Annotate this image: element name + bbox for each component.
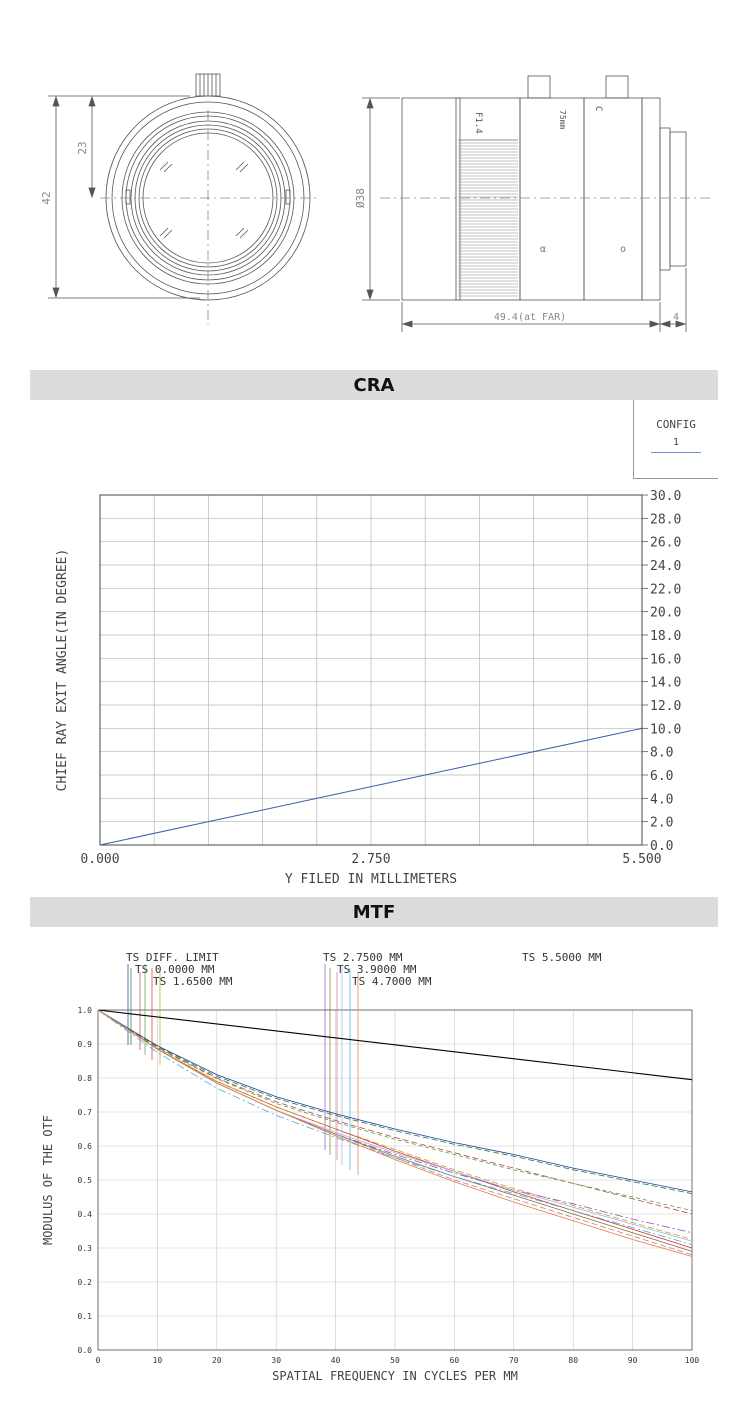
mtf-x-tick-label: 20 <box>211 1356 222 1365</box>
cra-y-tick-label: 28.0 <box>650 512 682 528</box>
ring-mount: C <box>593 106 603 112</box>
cra-y-tick-label: 20.0 <box>650 605 682 621</box>
config-legend-line <box>651 452 701 453</box>
mtf-x-tick-label: 80 <box>568 1356 579 1365</box>
cra-y-tick-label: 26.0 <box>650 535 682 551</box>
cra-y-axis-label: CHIEF RAY EXIT ANGLE(IN DEGREE) <box>55 548 70 792</box>
cra-y-tick-label: 12.0 <box>650 699 682 714</box>
cra-y-tick-label: 10.0 <box>650 722 682 738</box>
mtf-legend-label: TS 5.5000 MM <box>522 951 602 964</box>
cra-y-tick-label: 8.0 <box>650 745 674 761</box>
ring-focal: 75mm <box>558 110 567 130</box>
cra-y-tick-label: 4.0 <box>650 792 674 808</box>
cra-y-tick-label: 6.0 <box>650 769 674 784</box>
dim-4: 4 <box>672 312 680 323</box>
config-value: 1 <box>672 437 680 448</box>
cra-x-tick-label: 0.000 <box>80 852 120 867</box>
cra-y-tick-label: 24.0 <box>650 559 682 574</box>
mtf-x-tick-label: 90 <box>627 1356 638 1365</box>
mtf-y-tick-label: 0.9 <box>77 1040 92 1049</box>
mtf-y-tick-label: 0.2 <box>77 1278 92 1287</box>
mtf-x-tick-label: 60 <box>449 1356 460 1365</box>
mtf-y-axis-label: MODULUS OF THE OTF <box>41 1114 55 1246</box>
mtf-y-tick-label: 0.7 <box>77 1108 92 1117</box>
mtf-x-tick-label: 30 <box>271 1356 282 1365</box>
config-box <box>633 400 718 479</box>
mtf-chart <box>0 950 750 1400</box>
mtf-x-tick-label: 100 <box>684 1356 700 1365</box>
cra-y-tick-label: 2.0 <box>650 815 674 831</box>
lens-drawing <box>0 0 750 350</box>
mtf-y-tick-label: 0.5 <box>77 1176 92 1185</box>
mtf-legend-label: TS 2.7500 MM <box>323 951 403 964</box>
front-view <box>106 74 310 300</box>
ring-symbol-right: ο <box>620 244 627 255</box>
mtf-y-tick-label: 0.3 <box>77 1244 92 1253</box>
dim-23: 23 <box>76 141 89 155</box>
ring-symbol-left: α <box>540 244 547 255</box>
mtf-x-tick-label: 70 <box>508 1356 519 1365</box>
cra-y-tick-label: 0.0 <box>650 839 674 854</box>
cra-y-tick-label: 16.0 <box>650 652 682 668</box>
mtf-legend-label: TS DIFF. LIMIT <box>126 951 219 964</box>
mtf-x-tick-label: 50 <box>390 1356 400 1365</box>
mtf-legend-label: TS 4.7000 MM <box>352 975 432 988</box>
dim-38: Ø38 <box>354 188 367 208</box>
cra-x-tick-label: 5.500 <box>622 852 662 867</box>
dim-49: 49.4(at FAR) <box>493 312 567 323</box>
mtf-x-tick-label: 0 <box>95 1356 101 1365</box>
mtf-x-tick-label: 40 <box>330 1356 341 1365</box>
cra-y-tick-label: 14.0 <box>650 675 682 691</box>
mtf-y-tick-label: 0.8 <box>77 1074 92 1083</box>
cra-section-title: CRA <box>30 370 718 400</box>
cra-chart <box>0 485 750 895</box>
cra-y-tick-label: 30.0 <box>650 489 682 504</box>
cra-y-tick-label: 18.0 <box>650 629 682 644</box>
cra-x-axis-label: Y FILED IN MILLIMETERS <box>284 872 458 887</box>
cra-x-tick-label: 2.750 <box>351 852 391 867</box>
mtf-x-tick-label: 10 <box>152 1356 163 1365</box>
mtf-y-tick-label: 0.6 <box>77 1142 92 1151</box>
mtf-legend-label: TS 0.0000 MM <box>135 963 215 976</box>
mtf-y-tick-label: 0.1 <box>77 1312 92 1321</box>
mtf-legend-label: TS 3.9000 MM <box>337 963 417 976</box>
mtf-legend-label: TS 1.6500 MM <box>153 975 233 988</box>
side-view <box>402 76 686 300</box>
dim-42: 42 <box>40 191 53 205</box>
mtf-x-axis-label: SPATIAL FREQUENCY IN CYCLES PER MM <box>272 1369 518 1383</box>
mtf-y-tick-label: 0.4 <box>77 1210 92 1219</box>
cra-y-tick-label: 22.0 <box>650 582 682 598</box>
mtf-section-title: MTF <box>30 897 718 927</box>
ring-fno: F1.4 <box>473 112 483 134</box>
mtf-y-tick-label: 1.0 <box>77 1006 92 1015</box>
config-label: CONFIG <box>656 418 696 431</box>
mtf-y-tick-label: 0.0 <box>77 1346 92 1355</box>
